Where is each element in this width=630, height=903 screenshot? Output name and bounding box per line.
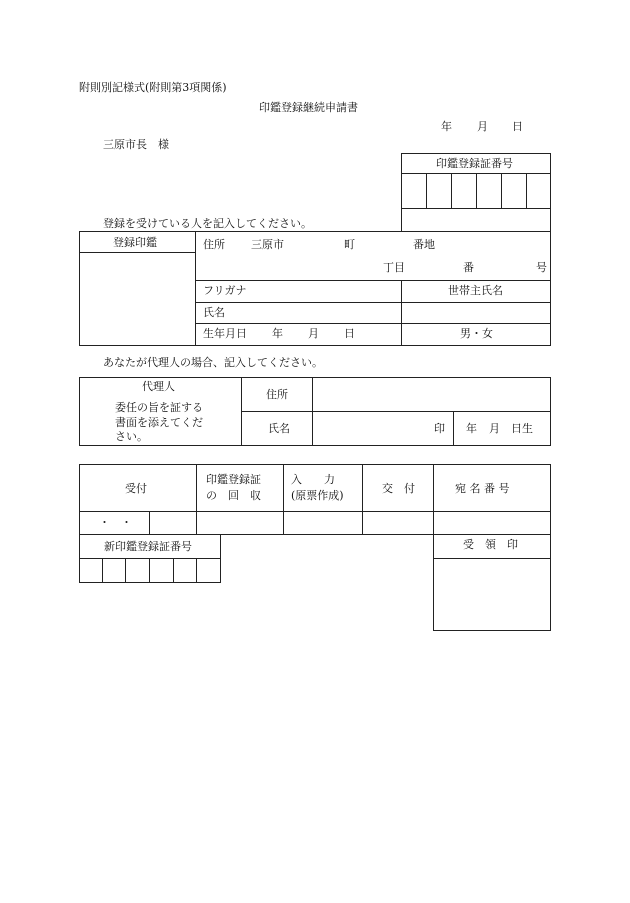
- receipt-seal-area[interactable]: [435, 560, 549, 629]
- city-name: 三原市: [251, 238, 284, 251]
- chome-label: 丁目: [383, 261, 405, 274]
- new-cert-number-label: 新印鑑登録証番号: [104, 540, 192, 553]
- proxy-address-label: 住所: [266, 388, 288, 401]
- proxy-birth-year: 年: [466, 422, 477, 435]
- cert-digit-1[interactable]: [403, 175, 425, 207]
- birth-day-label: 日: [344, 327, 355, 340]
- proxy-birth-month: 月: [489, 422, 500, 435]
- cert-number-label: 印鑑登録証番号: [436, 157, 513, 170]
- proxy-birth-day: 日生: [511, 422, 533, 435]
- cert-digit-4[interactable]: [478, 175, 500, 207]
- registrant-instruction: 登録を受けている人を記入してください。: [103, 217, 312, 230]
- issue-label: 交 付: [382, 482, 415, 495]
- gender-select[interactable]: 男・女: [460, 327, 493, 340]
- household-head-label: 世帯主氏名: [448, 284, 503, 297]
- proxy-instruction: あなたが代理人の場合、記入してください。: [103, 356, 323, 369]
- cert-collect-line1: 印鑑登録証: [206, 473, 261, 486]
- form-title: 印鑑登録継続申請書: [259, 101, 358, 114]
- proxy-name-field[interactable]: [314, 413, 429, 444]
- go-label: 号: [536, 261, 547, 274]
- banchi-label: 番地: [413, 238, 435, 251]
- proxy-name-label: 氏名: [268, 422, 290, 435]
- proxy-note-line3: さい。: [115, 430, 148, 443]
- ban-label: 番: [463, 261, 474, 274]
- date-year-label: 年: [441, 120, 452, 133]
- received-label: 受付: [125, 482, 147, 495]
- furigana-label: フリガナ: [203, 284, 247, 297]
- addressee: 三原市長 様: [103, 138, 169, 151]
- date-month-label: 月: [477, 120, 488, 133]
- address-label: 住所: [203, 238, 225, 251]
- proxy-seal-mark: 印: [434, 422, 445, 435]
- proxy-address-field[interactable]: [314, 379, 549, 410]
- proxy-note-line2: 書面を添えてくだ: [115, 416, 203, 429]
- birth-year-label: 年: [272, 327, 283, 340]
- receipt-seal-label: 受 領 印: [463, 538, 518, 551]
- seal-label: 登録印鑑: [113, 236, 157, 249]
- cert-digit-2[interactable]: [428, 175, 450, 207]
- input-line2: (原票作成): [291, 489, 344, 502]
- name-label: 氏名: [203, 306, 225, 319]
- address-number-label: 宛 名 番 号: [455, 482, 510, 495]
- form-reference: 附則別記様式(附則第3項関係): [79, 81, 227, 94]
- input-line1: 入 力: [291, 473, 335, 486]
- cert-digit-6[interactable]: [528, 175, 549, 207]
- received-date-dots: ・ ・: [99, 516, 132, 529]
- cert-collect-line2: の 回 収: [206, 489, 261, 502]
- birthdate-label: 生年月日: [203, 327, 247, 340]
- birth-month-label: 月: [308, 327, 319, 340]
- cert-digit-5[interactable]: [503, 175, 525, 207]
- town-label: 町: [344, 238, 355, 251]
- cert-digit-3[interactable]: [453, 175, 475, 207]
- proxy-title: 代理人: [142, 380, 175, 393]
- proxy-note-line1: 委任の旨を証する: [115, 401, 203, 414]
- seal-impression-area[interactable]: [81, 254, 193, 344]
- date-day-label: 日: [512, 120, 523, 133]
